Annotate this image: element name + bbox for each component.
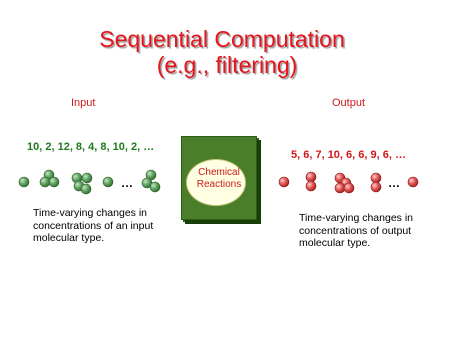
chemical-reactions-label-line-2: Reactions <box>196 179 242 190</box>
output-label: Output <box>332 97 366 109</box>
output-ellipsis: … <box>388 176 400 190</box>
title-line-1: Sequential Computation <box>99 26 345 52</box>
input-molecules <box>19 170 160 194</box>
output-sequence: 5, 6, 7, 10, 6, 6, 9, 6, … <box>291 149 406 161</box>
input-description: Time-varying changes in concentrations of an input molecular type. <box>33 207 154 244</box>
title-line-2: (e.g., filtering) <box>156 52 298 78</box>
chemical-reactions-label-line-1: Chemical <box>198 167 240 178</box>
input-ellipsis: … <box>121 176 133 190</box>
chemical-reactions-box <box>181 136 257 220</box>
chemical-reactions-label <box>182 167 256 191</box>
input-sequence: 10, 2, 12, 8, 4, 8, 10, 2, … <box>27 141 155 153</box>
output-description: Time-varying changes in concentrations of output molecular type. <box>299 212 413 249</box>
input-label: Input <box>71 97 96 109</box>
